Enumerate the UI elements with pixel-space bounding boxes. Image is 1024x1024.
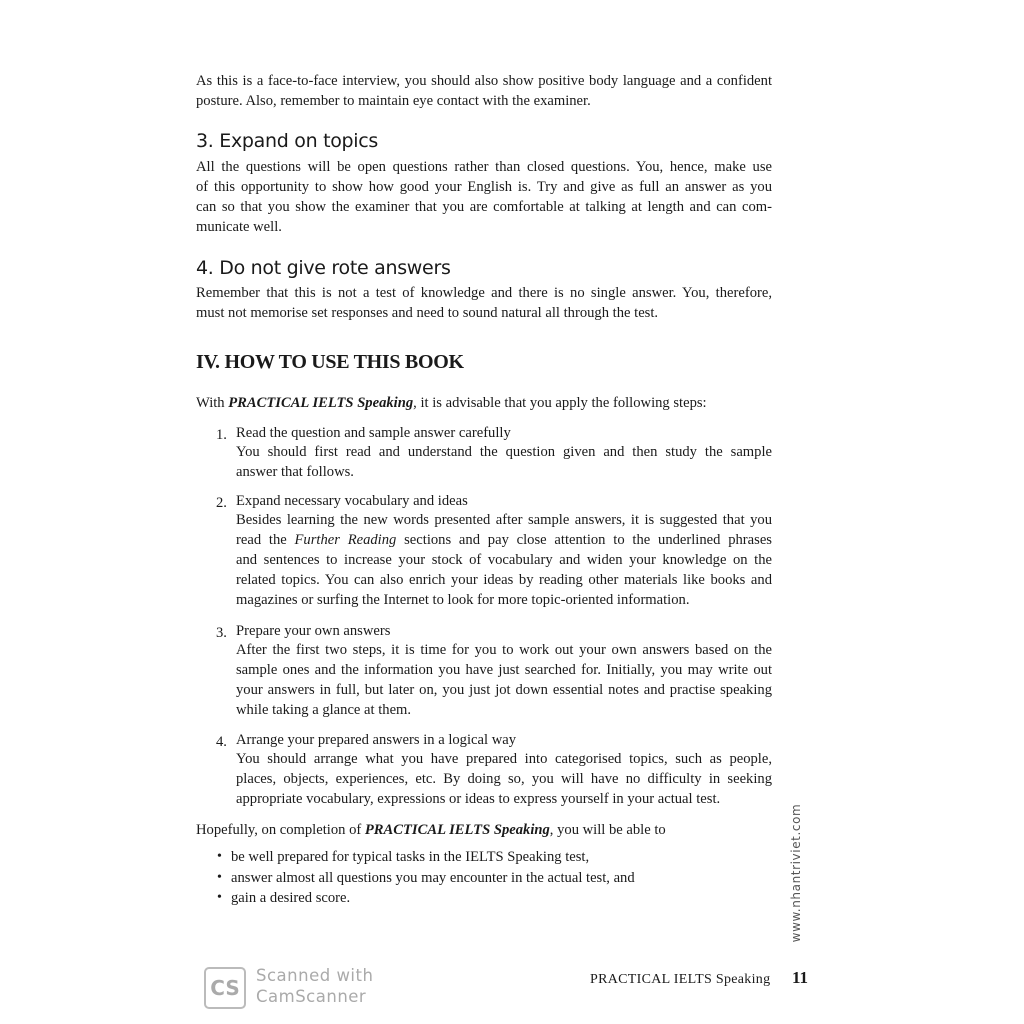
page-number: 11: [792, 968, 809, 987]
text-line: gain a desired score.: [231, 890, 351, 906]
text-line: answer almost all questions you may encounter in the actual test, and: [231, 869, 635, 886]
text-line: magazines or surfing the Internet to look for more topic-oriented information.: [236, 592, 690, 608]
closing-sentence: [196, 820, 772, 840]
text-line: You should arrange what you have prepared into categorised topics, such as people,: [236, 751, 772, 767]
text-line: [236, 530, 772, 550]
tip-3-paragraph: [196, 157, 772, 237]
text-segment: With: [196, 395, 229, 411]
text-line: of this opportunity to show how good your English is. Try and give as full an answer as you: [196, 179, 772, 195]
text-line: answer that follows.: [236, 464, 354, 480]
bullet-item: [231, 847, 807, 867]
bullet-icon: •: [217, 849, 222, 864]
text-line: [196, 820, 772, 840]
bullet-item: [231, 868, 807, 888]
text-line: your answers in full, but later on, you just jot down essential notes and practise speaking: [236, 682, 772, 698]
camscanner-logo: CS: [204, 967, 246, 1009]
text-line: places, objects, experiences, etc. By doing so, you will have no difficulty in seeking: [236, 771, 772, 787]
text-line: appropriate vocabulary, expressions or ideas to express yourself in your actual test.: [236, 791, 721, 807]
text-line: All the questions will be open questions rather than closed questions. You, hence, make use: [196, 159, 772, 175]
italic-phrase: PRACTICAL IELTS Speaking: [228, 395, 414, 411]
step-body: [236, 442, 772, 482]
bullet-item: [231, 888, 807, 908]
tip-3-heading: 3. Expand on topics: [196, 130, 379, 152]
bullet-icon: •: [217, 890, 222, 905]
text-segment: Hopefully, on completion of: [196, 822, 365, 838]
text-line: [196, 393, 772, 413]
step-number: 3.: [216, 625, 227, 641]
intro-paragraph: [196, 71, 772, 111]
website-watermark: www.nhantriviet.com: [789, 803, 803, 943]
step-number: 2.: [216, 495, 227, 511]
text-segment: read the: [236, 532, 295, 548]
text-line: posture. Also, remember to maintain eye contact with the examiner.: [196, 93, 591, 109]
text-line: Remember that this is not a test of knowledge and there is no single answer. You, therefore,: [196, 285, 772, 301]
section-lead: [196, 393, 772, 413]
step-body: [236, 510, 772, 610]
step-title: Read the question and sample answer carefully: [236, 425, 511, 441]
tip-4-paragraph: [196, 283, 772, 323]
text-line: must not memorise set responses and need to sound natural all through the test.: [196, 305, 659, 321]
text-line: municate well.: [196, 219, 282, 235]
text-segment: sections and pay close attention to the underlined phrases: [396, 532, 772, 548]
text-line: sample ones and the information you have just searched for. Initially, you may write out: [236, 662, 772, 678]
step-number: 4.: [216, 734, 227, 750]
italic-phrase: Further Reading: [294, 532, 397, 548]
section-heading: IV. HOW TO USE THIS BOOK: [196, 351, 464, 373]
step-title: Expand necessary vocabulary and ideas: [236, 493, 468, 509]
step-body: [236, 640, 772, 720]
text-line: related topics. You can also enrich your ideas by reading other materials like books and: [236, 572, 772, 588]
tip-4-heading: 4. Do not give rote answers: [196, 257, 451, 279]
text-segment: , you will be able to: [549, 822, 666, 838]
step-title: Prepare your own answers: [236, 623, 391, 639]
running-footer-title: PRACTICAL IELTS Speaking: [590, 972, 771, 987]
text-line: can so that you show the examiner that you are comfortable at talking at length and can com-: [196, 199, 772, 215]
bullet-icon: •: [217, 869, 222, 885]
text-line: be well prepared for typical tasks in the IELTS Speaking test,: [231, 849, 590, 865]
step-body: [236, 749, 772, 809]
text-line: After the first two steps, it is time for you to work out your own answers based on the: [236, 642, 772, 658]
text-line: while taking a glance at them.: [236, 702, 412, 718]
italic-phrase: PRACTICAL IELTS Speaking: [364, 822, 550, 838]
text-line: As this is a face-to-face interview, you should also show positive body language and a confident: [196, 73, 772, 89]
text-line: and sentences to increase your stock of vocabulary and widen your knowledge on the: [236, 552, 772, 568]
text-line: Besides learning the new words presented after sample answers, it is suggested that you: [236, 512, 772, 528]
step-number: 1.: [216, 427, 227, 443]
text-line: You should first read and understand the question given and then study the sample: [236, 444, 772, 460]
scanner-text-line1: Scanned with: [256, 966, 374, 985]
step-title: Arrange your prepared answers in a logical way: [236, 732, 517, 748]
scanner-text-line2: CamScanner: [256, 987, 367, 1006]
text-segment: , it is advisable that you apply the following steps:: [413, 395, 707, 411]
